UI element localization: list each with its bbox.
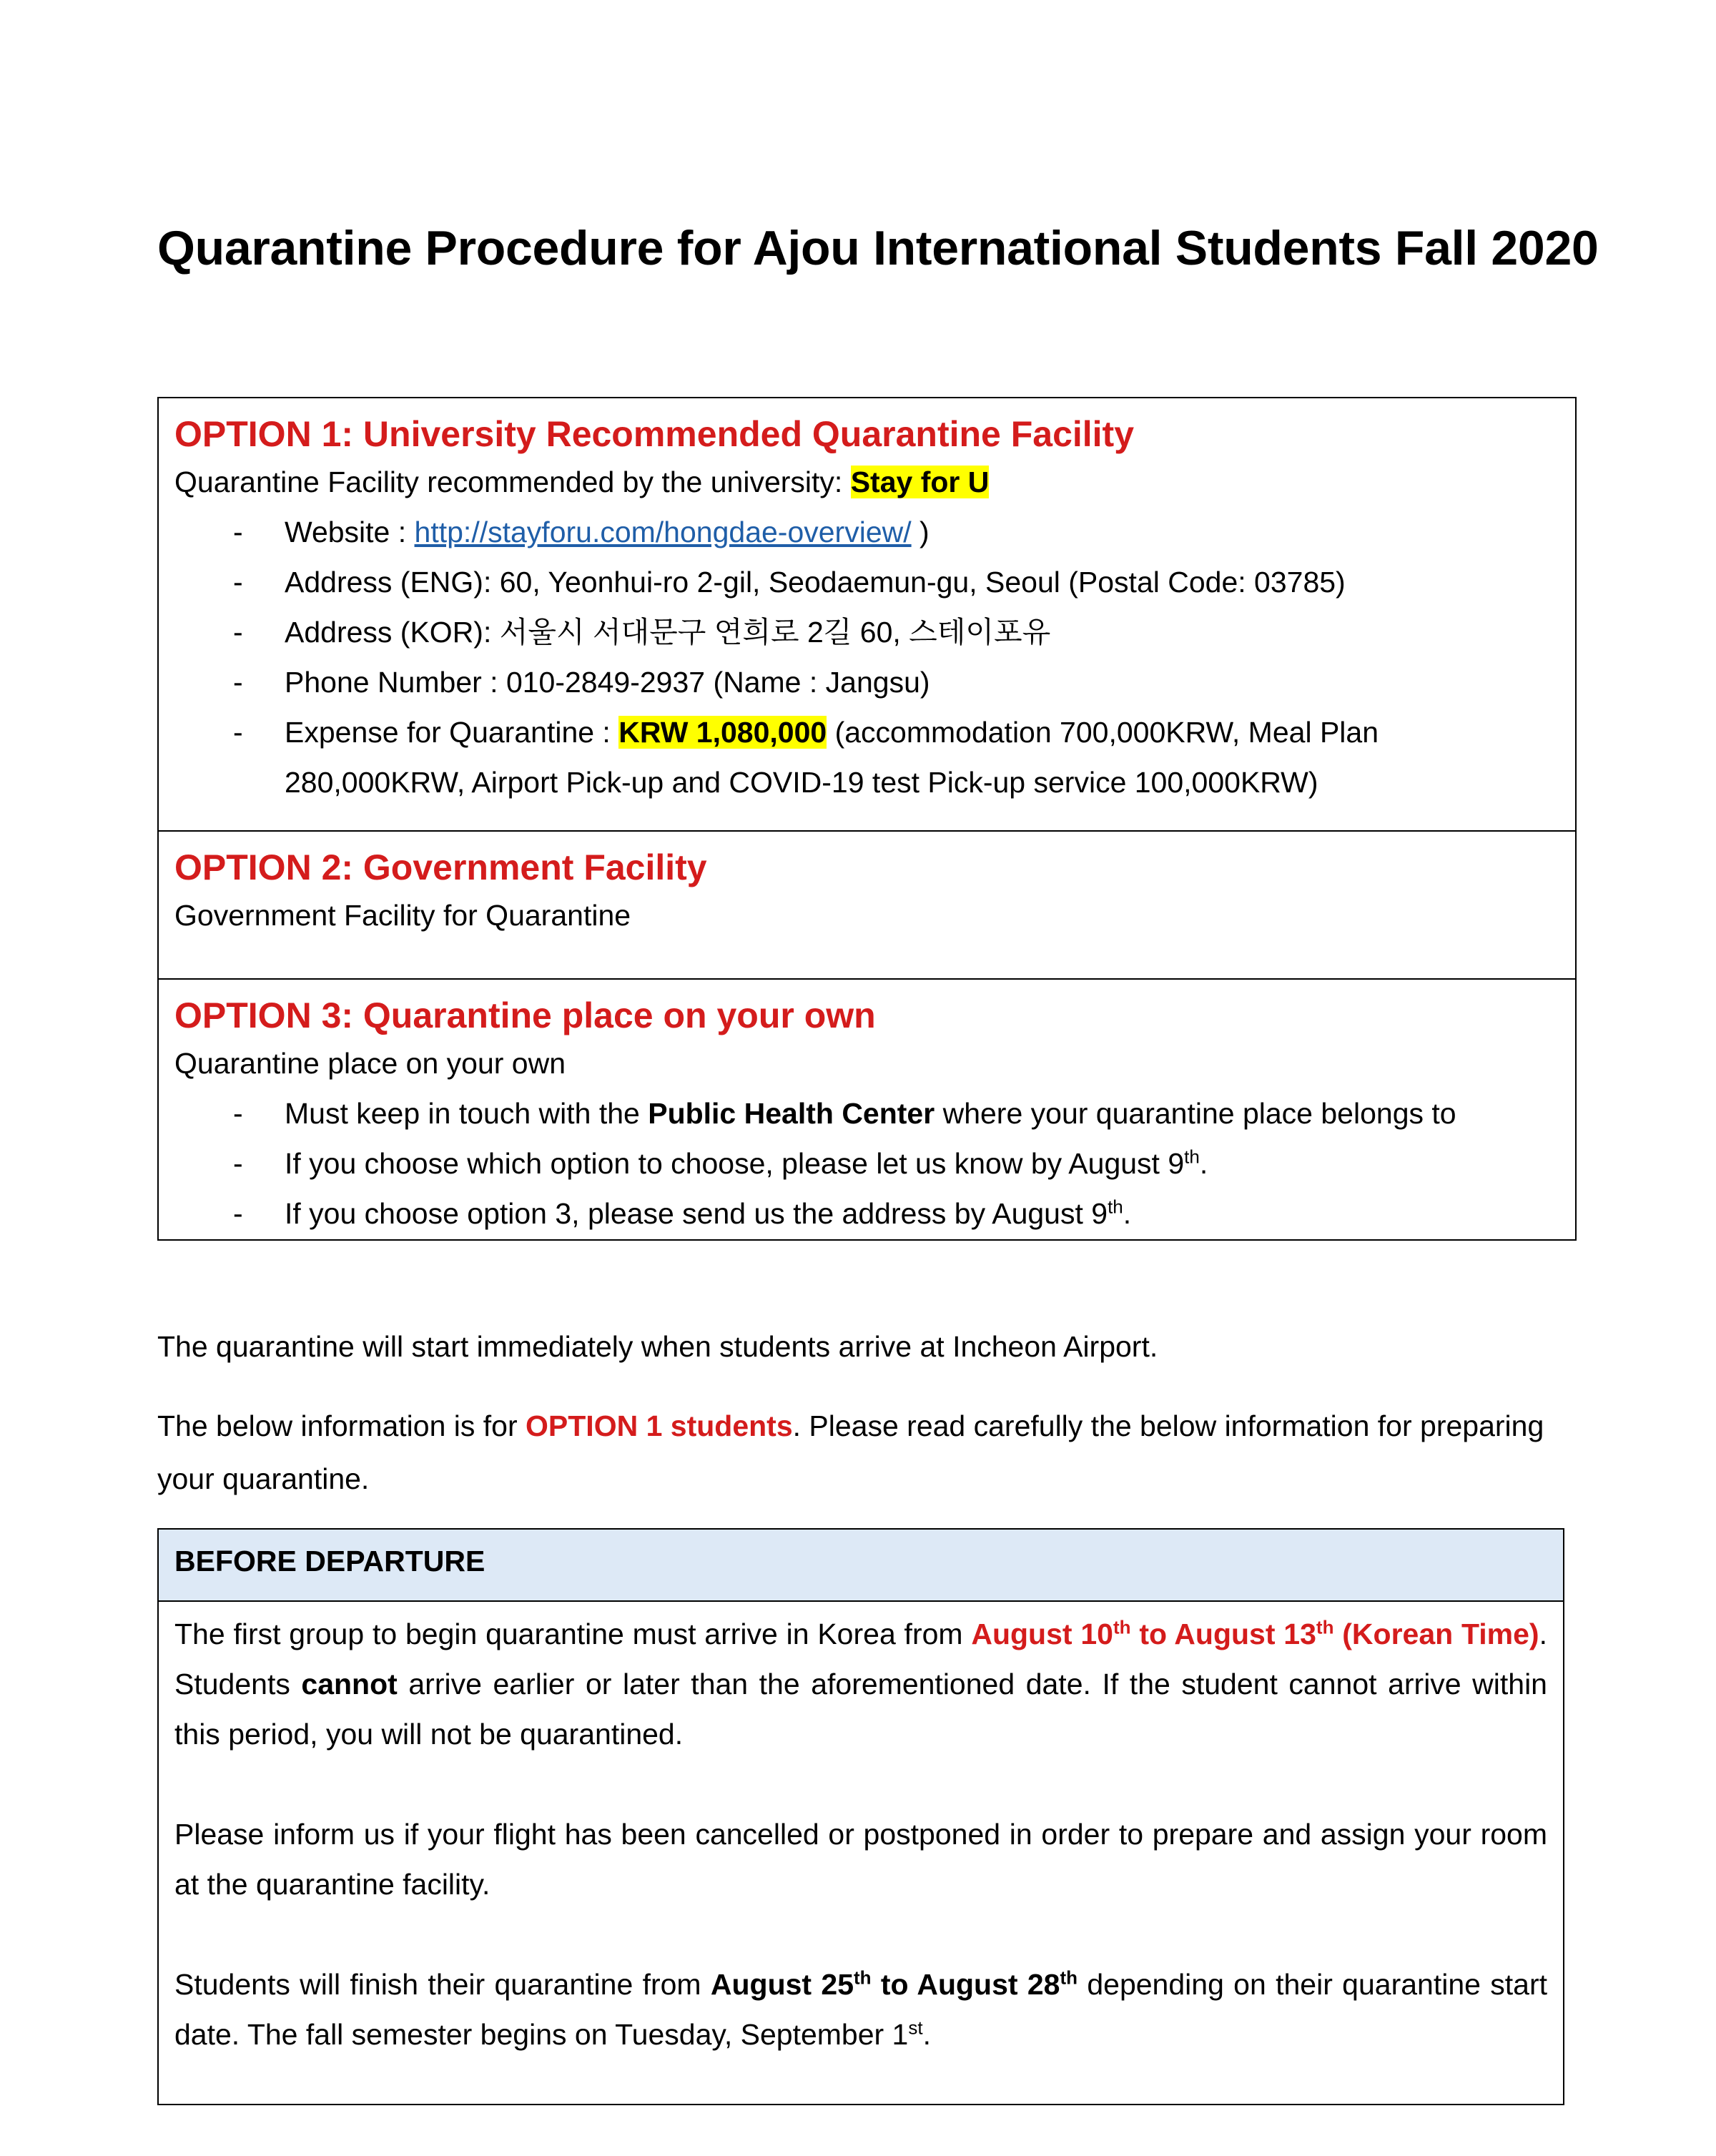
option3-intro: Quarantine place on your own <box>174 1047 566 1080</box>
option1-intro: Quarantine Facility recommended by the university: Stay for U <box>174 466 990 498</box>
list-item-choose: - If you choose which option to choose, please let us know by August 9th. <box>233 1146 1208 1180</box>
option2-text: Government Facility for Quarantine <box>174 899 631 932</box>
facility-name: Stay for U <box>850 466 990 498</box>
option3-section <box>159 978 1575 1239</box>
option1-title: OPTION 1: University Recommended Quarantine Facility <box>174 414 1135 454</box>
finish-paragraph: Students will finish their quarantine from August 25th to August 28th depending on their quarantine start date. The fall semester begins on Tuesday, September 1st. <box>174 1967 1547 2051</box>
options-table <box>157 397 1577 1241</box>
list-item-phone: - Phone Number : 010-2849-2937 (Name : Jangsu) <box>233 666 930 699</box>
para-quarantine-start: The quarantine will start immediately when students arrive at Incheon Airport. <box>157 1330 1158 1363</box>
option1-list <box>174 507 1559 807</box>
list-item-address: - If you choose option 3, please send us the address by August 9th. <box>233 1196 1132 1230</box>
website-link[interactable]: http://stayforu.com/hongdae-overview/ <box>414 516 912 548</box>
para-option1-info: The below information is for OPTION 1 students. Please read carefully the below information for preparing your quarantine. <box>157 1409 1544 1495</box>
list-item-address-kor: - Address (KOR): 서울시 서대문구 연희로 2길 60, 스테이포유 <box>233 616 1051 649</box>
before-departure-header: BEFORE DEPARTURE <box>159 1530 1563 1602</box>
list-item-expense: - Expense for Quarantine : KRW 1,080,000 (accommodation 700,000KRW, Meal Plan 280,000KRW, Airport Pick-up and COVID-19 test Pick-up service 100,000KRW) <box>233 716 1379 799</box>
option1-section <box>159 398 1575 830</box>
list-item-website: - Website : http://stayforu.com/hongdae-overview/ ) <box>233 516 930 548</box>
flight-paragraph: Please inform us if your flight has been cancelled or postponed in order to prepare and assign your room at the quarantine facility. <box>174 1818 1547 1901</box>
option3-list <box>174 1088 1559 1239</box>
before-departure-body <box>159 1602 1563 2059</box>
option2-title: OPTION 2: Government Facility <box>174 847 707 887</box>
page-title: Quarantine Procedure for Ajou International Students Fall 2020 <box>157 221 1599 275</box>
before-departure-table <box>157 1528 1564 2105</box>
option3-title: OPTION 3: Quarantine place on your own <box>174 995 876 1035</box>
arrival-paragraph: The first group to begin quarantine must arrive in Korea from August 10th to August 13th (Korean Time). Students cannot arrive earlier or later than the aforementioned date. If the student cannot arrive within this period, you will not be quarantined. <box>174 1616 1547 1751</box>
expense-amount: KRW 1,080,000 <box>618 716 827 749</box>
list-item-address-eng: - Address (ENG): 60, Yeonhui-ro 2-gil, Seodaemun-gu, Seoul (Postal Code: 03785) <box>233 566 1346 599</box>
option2-section <box>159 830 1575 978</box>
list-item-contact: - Must keep in touch with the Public Health Center where your quarantine place belongs to <box>233 1097 1456 1130</box>
